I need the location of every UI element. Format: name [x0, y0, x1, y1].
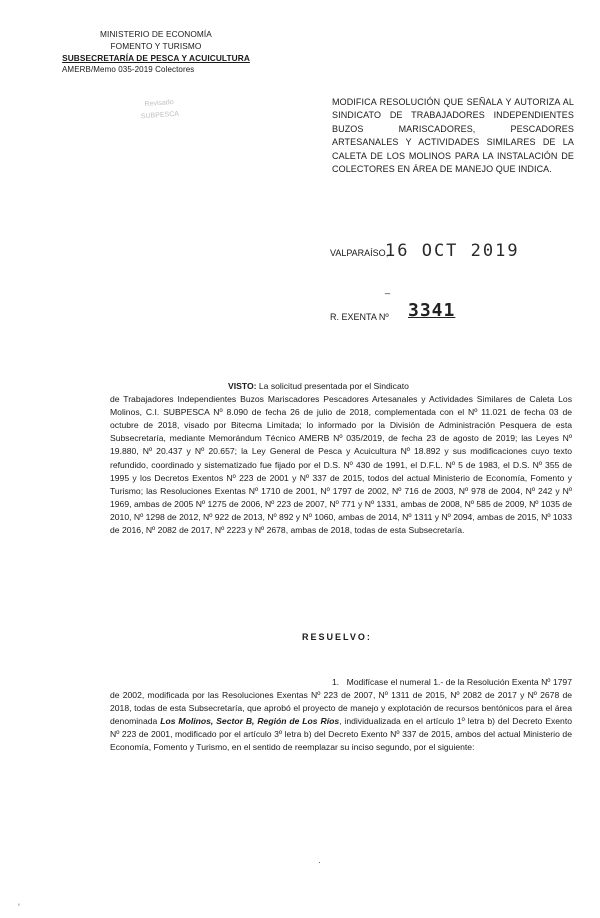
corner-mark: ʻ [18, 902, 20, 912]
area-name: Los Molinos, Sector B, Región de Los Ríos [160, 716, 340, 727]
visto-lead-text: La solicitud presentada por el Sindicato [258, 381, 409, 391]
resolution-number-line [330, 284, 456, 322]
subsecretaria-name: SUBSECRETARÍA DE PESCA Y ACUICULTURA [62, 53, 250, 63]
date-label: VALPARAÍSO, [330, 248, 389, 258]
article-1-number: 1. [332, 677, 340, 687]
ministry-name: MINISTERIO DE ECONOMÍA [100, 29, 212, 39]
ministry-name-2: FOMENTO Y TURISMO [110, 41, 202, 51]
footer-mark: · [318, 857, 321, 867]
visto-first-line [110, 380, 572, 393]
number-dash: _ [385, 284, 391, 294]
resuelvo-heading: RESUELVO: [302, 632, 372, 642]
date-stamp: 16 OCT 2019 [385, 241, 520, 261]
letterhead [56, 28, 256, 76]
date-line [330, 241, 520, 261]
resolution-subject: MODIFICA RESOLUCIÓN QUE SEÑALA Y AUTORIZA AL SINDICATO DE TRABAJADORES INDEPENDIENTES BUZOS MARISCADORES, PESCADORES ARTESANALES Y ACTIVIDADES SIMILARES DE LA CALETA DE LOS MOLINOS PARA LA INSTALACIÓN DE COLECTORES EN ÁREA DE MANEJO QUE INDICA. [332, 97, 574, 175]
resolution-label: R. EXENTA Nº [330, 312, 389, 322]
article-1-text-a: Modifícase el numeral 1.- de la Resolución Exenta Nº 1797 de 2002, modificada por las Resoluciones Exentas Nº 223 de 2007, Nº 1311 de 2015, Nº 2082 de 2017 y Nº 2678 de 2018, todas de esta Subsecretaría, que aprobó el proyecto de manejo y explotación de recursos bentónicos para el área denominada [110, 677, 572, 727]
visto-label: VISTO: [228, 381, 257, 391]
stamp-line-1: Revisado [144, 99, 174, 109]
article-1-text-b: , individualizada en el artículo 1º letra b) del Decreto Exento Nº 223 de 2001, modificado por el artículo 3º letra b) del Decreto Exento Nº 337 de 2015, ambos del actual Ministerio de Economía, Fomento y Turismo, en el sentido de reemplazar su inciso segundo, por el siguiente: [110, 716, 573, 753]
resolution-number: 3341 [408, 300, 456, 321]
article-1 [110, 676, 572, 755]
visto-body: de Trabajadores Independientes Buzos Mariscadores Pescadores Artesanales y Actividades Similares de Caleta Los Molinos, C.I. SUBPESCA Nº 8.090 de fecha 26 de julio de 2018, complementada con el Nº 11.021 de fecha 03 de octubre de 2018, visado por Bitecma Limitada; lo informado por la División de Administración Pesquera de esta Subsecretaría, mediante Memorándum Técnico AMERB Nº 035/2019, de fecha 23 de agosto de 2019; las Leyes Nº 19.880, Nº 20.437 y Nº 20.657; la Ley General de Pesca y Acuicultura Nº 18.892 y sus modificaciones cuyo texto refundido, coordinado y sistematizado fue fijado por el D.S. Nº 430 de 1991, el D.F.L. Nº 5 de 1983, el D.S. Nº 355 de 1995 y los Decretos Exentos Nº 223 de 2001 y Nº 337 de 2015, todos del actual Ministerio de Economía, Fomento y Turismo; las Resoluciones Exentas Nº 1710 de 2001, Nº 1797 de 2002, Nº 716 de 2003, Nº 978 de 2004, Nº 242 y Nº 1969, ambas de 2005 Nº 1275 de 2006, Nº 223 de 2007, Nº 771 y Nº 1331, ambas de 2008, Nº 585 de 2009, Nº 1035 de 2010, Nº 1298 de 2012, Nº 922 de 2013, Nº 892 y Nº 1060, ambas de 2014, Nº 1311 y Nº 2094, ambas de 2015, Nº 1033 de 2016, Nº 2082 de 2017, Nº 2223 y Nº 2678, ambas de 2018, todas de esta Subsecretaría. [110, 394, 572, 536]
reference-code: AMERB/Memo 035-2019 Colectores [62, 65, 195, 74]
stamp-line-2: SUBPESCA [140, 110, 180, 121]
visto-section [110, 380, 572, 537]
faded-stamp [131, 96, 189, 136]
